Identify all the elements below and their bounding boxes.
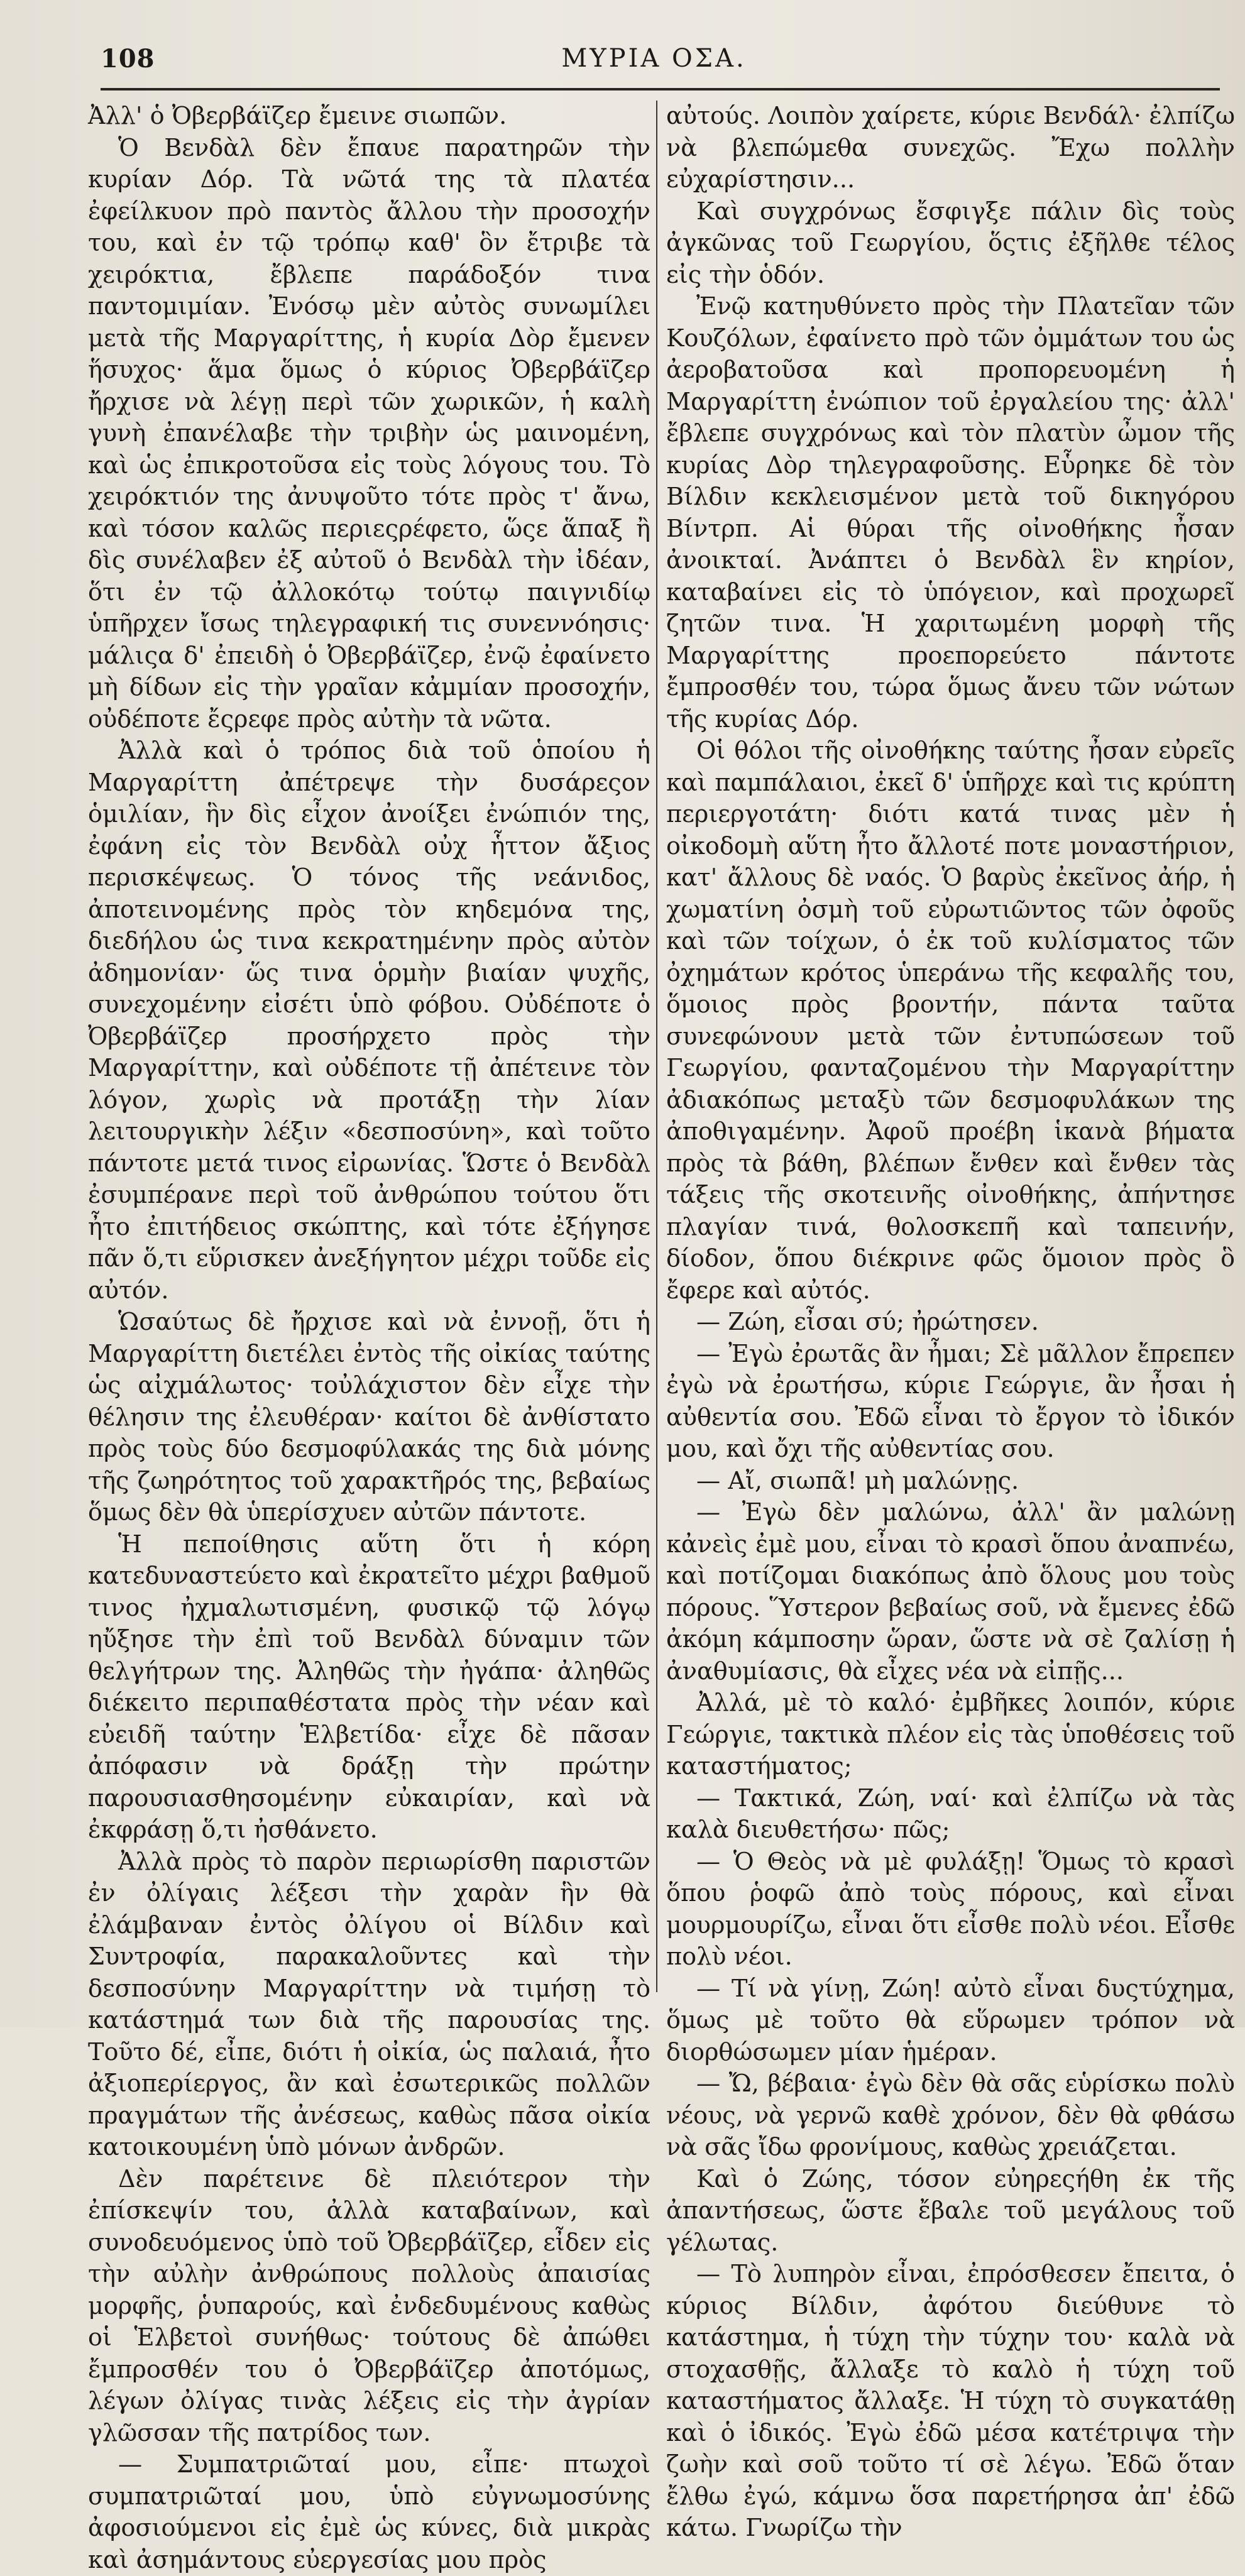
paragraph: Ἐνῷ κατηυθύνετο πρὸς τὴν Πλατεῖαν τῶν Κουζόλων, ἐφαίνετο πρὸ τῶν ὀμμάτων του ὡς ἀεροβατοῦσα καὶ προπορευομένη ἡ Μαργαρίττη ἐνώπιον τοῦ ἐργαλείου της· ἀλλ' ἔβλεπε συγχρόνως καὶ τὸν πλατὺν ὦμον τῆς κυρίας Δὸρ τηλεγραφοῦσης. Εὗρηκε δὲ τὸν Βίλδιν κεκλεισμένον μετὰ τοῦ δικηγόρου Βίντρπ. Αἱ θύραι τῆς οἰνοθήκης ἦσαν ἀνοικταί. Ἀνάπτει ὁ Βενδὰλ ἓν κηρίον, καταβαίνει εἰς τὸ ὑπόγειον, καὶ προχωρεῖ ζητῶν τινα. Ἡ χαριτωμένη μορφὴ τῆς Μαργαρίττης προεπορεύετο πάντοτε ἔμπροσθέν του, τώρα ὅμως ἄνευ τῶν νώτων τῆς κυρίας Δόρ. <box>666 293 1235 733</box>
page-number: 108 <box>101 44 155 74</box>
running-title: ΜΥΡΙΑ ΟΣΑ. <box>561 44 747 73</box>
paragraph: Ὡσαύτως δὲ ἤρχισε καὶ νὰ ἐννοῇ, ὅτι ἡ Μαργαρίττη διετέλει ἐντὸς τῆς οἰκίας ταύτης ὡς αἰχμάλωτος· τοὐλάχιστον δὲν εἶχε τὴν θέλησιν της ἐλευθέραν· καίτοι δὲ ἀνθίστατο πρὸς τοὺς δύο δεσμοφύλακάς της διὰ μόνης τῆς ζωηρότητος τοῦ χαρακτῆρός της, βεβαίως ὅμως δὲν θὰ ὑπερίσχυεν αὐτῶν πάντοτε. <box>88 1308 650 1526</box>
paragraph: — Ἐγὼ ἐρωτᾶς ἂν ἦμαι; Σὲ μᾶλλον ἔπρεπεν ἐγὼ νὰ ἐρωτήσω, κύριε Γεώργιε, ἂν ἦσαι ἡ αὐθεντία σου. Ἐδῶ εἶναι τὸ ἔργον τὸ ἰδικόν μου, καὶ ὄχι τῆς αὐθεντίας σου. <box>666 1340 1235 1463</box>
paragraph: Καὶ ὁ Ζώης, τόσον εὐηρεςήθη ἐκ τῆς ἀπαντήσεως, ὥστε ἔβαλε τοῦ μεγάλους τοῦ γέλωτας. <box>666 2165 1235 2257</box>
paragraph: Οἱ θόλοι τῆς οἰνοθήκης ταύτης ἦσαν εὐρεῖς καὶ παμπάλαιοι, ἐκεῖ δ' ὑπῆρχε καὶ τις κρύπτη περιεργοτάτη· διότι κατά τινας μὲν ἡ οἰκοδομὴ αὕτη ἦτο ἄλλοτέ ποτε μοναστήριον, κατ' ἄλλους δὲ ναός. Ὁ βαρὺς ἐκεῖνος ἀήρ, ἡ χωματίνη ὀσμὴ τοῦ εὐρωτιῶντος τῶν ὀφοῦς καὶ τῶν τοίχων, ὁ ἐκ τοῦ κυλίσματος τῶν ὀχημάτων κρότος ὑπεράνω τῆς κεφαλῆς του, ὅμοιος πρὸς βροντήν, πάντα ταῦτα συνεφώνουν μετὰ τῶν ἐντυπώσεων τοῦ Γεωργίου, φανταζομένου τὴν Μαργαρίττην ἀδιακόπως μεταξὺ τῶν δεσμοφυλάκων της ἀποθιγαμένην. Ἀφοῦ προέβη ἱκανὰ βήματα πρὸς τὰ βάθη, βλέπων ἔνθεν καὶ ἔνθεν τὰς τάξεις τῆς σκοτεινῆς οἰνοθήκης, ἀπήντησε πλαγίαν τινά, θολοσκεπῆ καὶ ταπεινήν, δίοδον, ὅπου διέκρινε φῶς ὅμοιον πρὸς ὃ ἔφερε καὶ αὐτός. <box>666 737 1235 1305</box>
paragraph: Ἀλλὰ πρὸς τὸ παρὸν περιωρίσθη παριστῶν ἐν ὀλίγαις λέξεσι τὴν χαρὰν ἣν θὰ ἐλάμβαναν ἐντὸς ὀλίγου οἱ Βίλδιν καὶ Συντροφία, παρακαλοῦντες καὶ τὴν δεσποσύνην Μαργαρίττην νὰ τιμήσῃ τὸ κατάστημά των διὰ τῆς παρουσίας της. Τοῦτο δέ, εἶπε, διότι ἡ οἰκία, ὡς παλαιά, ἦτο ἀξιοπερίεργος, ἂν καὶ ἐσωτερικῶς πολλῶν πραγμάτων τῆς ἀνέσεως, καθὼς πᾶσα οἰκία κατοικουμένη ὑπὸ μόνων ἀνδρῶν. <box>88 1848 650 2161</box>
page-header <box>101 38 1207 82</box>
paragraph: Ἡ πεποίθησις αὕτη ὅτι ἡ κόρη κατεδυναστεύετο καὶ ἐκρατεῖτο μέχρι βαθμοῦ τινος ἠχμαλωτισμένη, φυσικῷ τῷ λόγῳ ηὔξησε τὴν ἐπὶ τοῦ Βενδὰλ δύναμιν τῶν θελγήτρων της. Ἀληθῶς τὴν ἠγάπα· ἀληθῶς διέκειτο περιπαθέστατα πρὸς τὴν νέαν καὶ εὐειδῆ ταύτην Ἑλβετίδα· εἶχε δὲ πᾶσαν ἀπόφασιν νὰ δράξῃ τὴν πρώτην παρουσιασθησομένην εὐκαιρίαν, καὶ νὰ ἐκφράσῃ ὅ,τι ἠσθάνετο. <box>88 1530 650 1844</box>
paragraph: — Ἐγὼ δὲν μαλώνω, ἀλλ' ἂν μαλώνῃ κἀνεὶς ἐμὲ μου, εἶναι τὸ κρασὶ ὅπου ἀναπνέω, καὶ ποτίζομαι διακόπως ἀπὸ ὅλους μου τοὺς πόρους. Ὕστερον βεβαίως σοῦ, νὰ ἔμενες ἐδῶ ἀκόμη κάμποσην ὥραν, ὥστε νὰ σὲ ζαλίσῃ ἡ ἀναθυμίασις, θὰ εἶχες νέα νὰ εἰπῇς... <box>666 1499 1235 1685</box>
paragraph: — Αἴ, σιωπᾶ! μὴ μαλώνῃς. <box>696 1467 1019 1495</box>
paragraph: Ἀλλὰ καὶ ὁ τρόπος διὰ τοῦ ὁποίου ἡ Μαργαρίττη ἀπέτρεψε τὴν δυσάρεςον ὁμιλίαν, ἣν δὶς εἶχον ἀνοίξει ἐνώπιόν της, ἐφάνη εἰς τὸν Βενδὰλ οὐχ ἧττον ἄξιος περισκέψεως. Ὁ τόνος τῆς νεάνιδος, ἀποτεινομένης πρὸς τὸν κηδεμόνα της, διεδήλου ὡς τινα κεκρατημένην πρὸς αὐτὸν ἀδημονίαν· ὥς τινα ὁρμὴν βιαίαν ψυχῆς, συνεχομένην εἰσέτι ὑπὸ φόβου. Οὐδέποτε ὁ Ὀβερβάϊζερ προσήρχετο πρὸς τὴν Μαργαρίττην, καὶ οὐδέποτε τῇ ἀπέτεινε τὸν λόγον, χωρὶς νὰ προτάξῃ τὴν λίαν λειτουργικὴν λέξιν «δεσποσύνη», καὶ τοῦτο πάντοτε μετά τινος εἰρωνίας. Ὥστε ὁ Βενδὰλ ἐσυμπέρανε περὶ τοῦ ἀνθρώπου τούτου ὅτι ἦτο ἐπιτήδειος σκώπτης, καὶ τότε ἐξήγησε πᾶν ὅ,τι εὕρισκεν ἀνεξήγητον μέχρι τοῦδε εἰς αὐτόν. <box>88 737 650 1305</box>
header-rule <box>101 88 1220 90</box>
paragraph: — Ὁ Θεὸς νὰ μὲ φυλάξῃ! Ὅμως τὸ κρασὶ ὅπου ῥοφῶ ἀπὸ τοὺς πόρους, καὶ εἶναι μουρμουρίζω, εἶναι ὅτι εἶσθε πολὺ νέοι. Εἶσθε πολὺ νέοι. <box>666 1848 1235 1971</box>
paragraph: — Ὤ, βέβαια· ἐγὼ δὲν θὰ σᾶς εὑρίσκω πολὺ νέους, νὰ γερνῶ καθὲ χρόνον, δὲν θὰ φθάσω νὰ σᾶς ἴδω φρονίμους, καθὼς χρειάζεται. <box>666 2070 1235 2161</box>
right-column <box>666 101 1235 2542</box>
paragraph: Ἀλλά, μὲ τὸ καλό· ἐμβῆκες λοιπόν, κύριε Γεώργιε, τακτικὰ πλέον εἰς τὰς ὑποθέσεις τοῦ καταστήματος; <box>666 1689 1235 1780</box>
paragraph: αὐτούς. Λοιπὸν χαίρετε, κύριε Βενδάλ· ἐλπίζω νὰ βλεπώμεθα συνεχῶς. Ἔχω πολλὴν εὐχαρίστησιν... <box>666 102 1235 194</box>
paragraph: — Τακτικά, Ζώη, ναί· καὶ ἐλπίζω νὰ τὰς καλὰ διευθετήσω· πῶς; <box>666 1784 1235 1844</box>
paragraph: Ὁ Βενδὰλ δὲν ἔπαυε παρατηρῶν τὴν κυρίαν Δόρ. Τὰ νῶτά της τὰ πλατέα ἐφείλκυον πρὸ παντὸς ἄλλου τὴν προσοχήν του, καὶ ἐν τῷ τρόπῳ καθ' ὃν ἔτριβε τὰ χειρόκτια, ἔβλεπε παράδοξόν τινα παντομιμίαν. Ἐνόσῳ μὲν αὐτὸς συνωμίλει μετὰ τῆς Μαργαρίττης, ἡ κυρία Δὸρ ἔμενεν ἥσυχος· ἅμα ὅμως ὁ κύριος Ὀβερβάϊζερ ἤρχισε νὰ λέγῃ περὶ τῶν χωρικῶν, ἡ καλὴ γυνὴ ἐπανέλαβε τὴν τριβὴν ὡς μαινομένη, καὶ ὡς ἐπικροτοῦσα εἰς τοὺς λόγους του. Τὸ χειρόκτιόν της ἀνυψοῦτο τότε πρὸς τ' ἄνω, καὶ τόσον καλῶς περιεςρέφετο, ὥςε ἅπαξ ἢ δὶς συνέλαβεν ἐξ αὐτοῦ ὁ Βενδὰλ τὴν ἰδέαν, ὅτι ἐν τῷ ἀλλοκότῳ τούτῳ παιγνιδίῳ ὑπῆρχεν ἴσως τηλεγραφική τις συνεννόησις· μάλιςα δ' ἐπειδὴ ὁ Ὀβερβάϊζερ, ἐνῷ ἐφαίνετο μὴ δίδων εἰς τὴν γραῖαν κἀμμίαν προσοχήν, οὐδέποτε ἔςρεφε πρὸς αὐτὴν τὰ νῶτα. <box>88 134 650 733</box>
column-divider <box>656 101 657 1992</box>
paragraph: Ἀλλ' ὁ Ὀβερβάϊζερ ἔμεινε σιωπῶν. <box>88 102 507 130</box>
paragraph: — Τί νὰ γίνῃ, Ζώη! αὐτὸ εἶναι δυςτύχημα, ὅμως μὲ τοῦτο θὰ εὕρωμεν τρόπον νὰ διορθώσωμεν μίαν ἡμέραν. <box>666 1975 1235 2066</box>
left-column <box>88 101 650 2574</box>
paragraph: Καὶ συγχρόνως ἔσφιγξε πάλιν δὶς τοὺς ἀγκῶνας τοῦ Γεωργίου, ὅςτις ἐξῆλθε τέλος εἰς τὴν ὁδόν. <box>666 197 1235 289</box>
paragraph: — Τὸ λυπηρὸν εἶναι, ἐπρόσθεσεν ἔπειτα, ὁ κύριος Βίλδιν, ἀφότου διεύθυνε τὸ κατάστημα, ἡ τύχη τὴν τύχην του· καλὰ νὰ στοχασθῇς, ἄλλαξε τὸ καλὸ ἡ τύχη τοῦ καταστήματος ἄλλαξε. Ἡ τύχη τὸ συγκατάθῃ καὶ ὁ ἰδικός. Ἐγὼ ἐδῶ μέσα κατέτριψα τὴν ζωὴν καὶ σοῦ τοῦτο τί σὲ λέγω. Ἐδῶ ὅταν ἔλθω ἐγώ, κάμνω ὅσα παρετήρησα ἀπ' ἐδῶ κάτω. Γνωρίζω τὴν <box>666 2261 1235 2542</box>
paragraph: — Ζώη, εἶσαι σύ; ἠρώτησεν. <box>696 1308 1039 1336</box>
paragraph: Δὲν παρέτεινε δὲ πλειότερον τὴν ἐπίσκεψίν του, ἀλλὰ καταβαίνων, καὶ συνοδευόμενος ὑπὸ τοῦ Ὀβερβάϊζερ, εἶδεν εἰς τὴν αὐλὴν ἀνθρώπους πολλοὺς ἀπαισίας μορφῆς, ῥυπαρούς, καὶ ἐνδεδυμένους καθὼς οἱ Ἑλβετοὶ συνήθως· τούτους δὲ ἀπώθει ἔμπροσθέν του ὁ Ὀβερβάϊζερ ἀποτόμως, λέγων ὀλίγας τινὰς λέξεις εἰς τὴν ἀγρίαν γλῶσσαν τῆς πατρίδος των. <box>88 2165 650 2447</box>
paragraph: — Συμπατριῶταί μου, εἶπε· πτωχοὶ συμπατριῶταί μου, ὑπὸ εὐγνωμοσύνης ἀφοσιούμενοι εἰς ἐμὲ ὡς κύνες, διὰ μικρὰς καὶ ἀσημάντους εὐεργεσίας μου πρὸς <box>88 2451 650 2574</box>
